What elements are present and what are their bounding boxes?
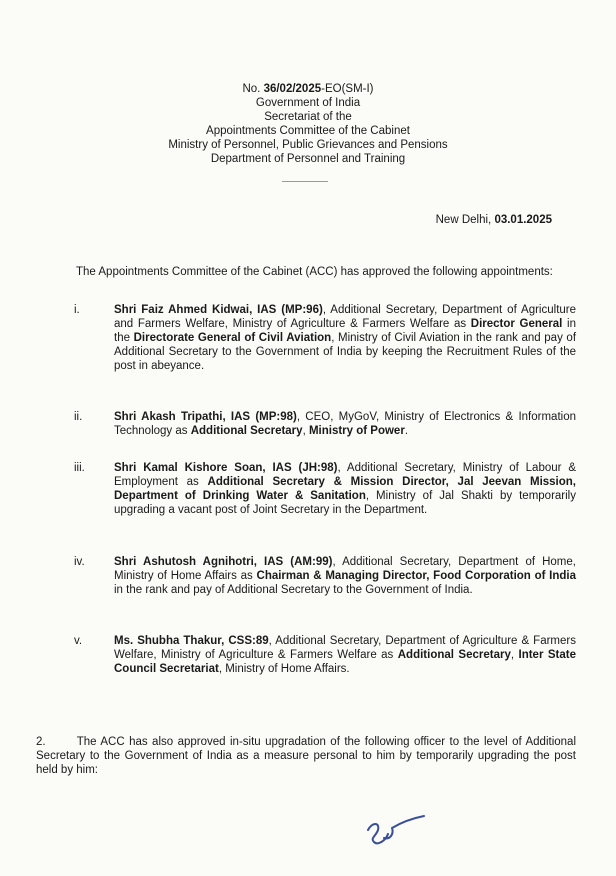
body-text: in the rank and pay of Additional Secretary to the Government of India. bbox=[114, 584, 473, 596]
body-text: , CEO, MyGoV, Ministry of Electronics & Information Technology as bbox=[114, 411, 576, 437]
bold-text: Director General bbox=[470, 318, 563, 330]
appointment-item bbox=[36, 303, 576, 373]
body-text: , Additional Secretary, Department of Agriculture & Farmers Welfare, Ministry of Agriculture & Farmers Welfare as bbox=[114, 635, 576, 661]
bold-text: Chairman & Managing Director, Food Corporation of India bbox=[256, 570, 577, 582]
body-text: , Ministry of Civil Aviation in the rank and pay of Additional Secretary to the Government of India by keeping the Recruitment Rules of the post in abeyance. bbox=[114, 332, 577, 372]
header-divider bbox=[282, 181, 328, 182]
body-text: , Additional Secretary, Department of Home, Ministry of Home Affairs as bbox=[114, 556, 576, 582]
order-number-prefix: No. bbox=[242, 83, 264, 95]
appointment-item bbox=[36, 634, 576, 676]
place-date bbox=[436, 214, 552, 226]
body-text: . bbox=[404, 425, 409, 437]
body-text: , Ministry of Home Affairs. bbox=[218, 663, 350, 675]
order-number bbox=[0, 82, 616, 96]
bold-text: Ministry of Power bbox=[308, 425, 405, 437]
item-body bbox=[114, 555, 576, 597]
item-number: ii. bbox=[74, 411, 83, 423]
paragraph-2-number: 2. bbox=[36, 736, 46, 748]
item-number: i. bbox=[74, 304, 80, 316]
body-text: in the bbox=[114, 318, 576, 344]
item-number: iii. bbox=[74, 462, 85, 474]
appointment-item bbox=[36, 461, 576, 517]
header-line-secretariat: Secretariat of the bbox=[264, 111, 352, 123]
item-number: v. bbox=[74, 635, 83, 647]
date-value: 03.01.2025 bbox=[494, 214, 552, 226]
appointment-item bbox=[36, 555, 576, 597]
document-header bbox=[0, 82, 616, 166]
bold-text: Additional Secretary bbox=[397, 649, 511, 661]
body-text: , Ministry of Jal Shakti by temporarily upgrading a vacant post of Joint Secretary in the Department. bbox=[114, 490, 576, 516]
item-body bbox=[114, 634, 576, 676]
body-text: , Additional Secretary, Ministry of Labour & Employment as bbox=[114, 462, 576, 488]
bold-text: Shri Faiz Ahmed Kidwai, IAS (MP:96) bbox=[114, 304, 323, 316]
paragraph-2-text: The ACC has also approved in-situ upgradation of the following officer to the level of Additional Secretary to the Government of India as a measure personal to him by temporarily upgrading the post held by him: bbox=[36, 736, 576, 776]
intro-paragraph: The Appointments Committee of the Cabinet (ACC) has approved the following appointments: bbox=[76, 266, 553, 278]
signature bbox=[362, 812, 432, 852]
bold-text: Additional Secretary & Mission Director, Jal Jeevan Mission, Department of Drinking Water & Sanitation bbox=[114, 476, 576, 502]
item-number: iv. bbox=[74, 556, 85, 568]
body-text: , bbox=[302, 425, 309, 437]
header-line-ministry: Ministry of Personnel, Public Grievances and Pensions bbox=[168, 139, 448, 151]
paragraph-2 bbox=[36, 735, 576, 777]
bold-text: Additional Secretary bbox=[190, 425, 303, 437]
order-number-bold: 36/02/2025 bbox=[263, 83, 322, 95]
bold-text: Shri Kamal Kishore Soan, IAS (JH:98) bbox=[114, 462, 338, 474]
place: New Delhi, bbox=[435, 214, 495, 226]
header-line-government: Government of India bbox=[255, 97, 361, 109]
body-text: , Additional Secretary, Department of Agriculture and Farmers Welfare, Ministry of Agriculture & Farmers Welfare as bbox=[114, 304, 577, 330]
order-number-suffix: -EO(SM-I) bbox=[321, 83, 374, 95]
appointment-item bbox=[36, 410, 576, 438]
item-body bbox=[114, 410, 576, 438]
header-line-acc: Appointments Committee of the Cabinet bbox=[206, 125, 410, 137]
item-body bbox=[114, 461, 576, 517]
bold-text: Ms. Shubha Thakur, CSS:89 bbox=[114, 635, 269, 647]
bold-text: Directorate General of Civil Aviation bbox=[133, 332, 332, 344]
body-text: , bbox=[510, 649, 519, 661]
header-line-department: Department of Personnel and Training bbox=[210, 153, 406, 165]
bold-text: Shri Akash Tripathi, IAS (MP:98) bbox=[114, 411, 297, 423]
item-body bbox=[114, 303, 576, 373]
bold-text: Inter State Council Secretariat bbox=[114, 649, 576, 675]
bold-text: Shri Ashutosh Agnihotri, IAS (AM:99) bbox=[114, 556, 333, 568]
